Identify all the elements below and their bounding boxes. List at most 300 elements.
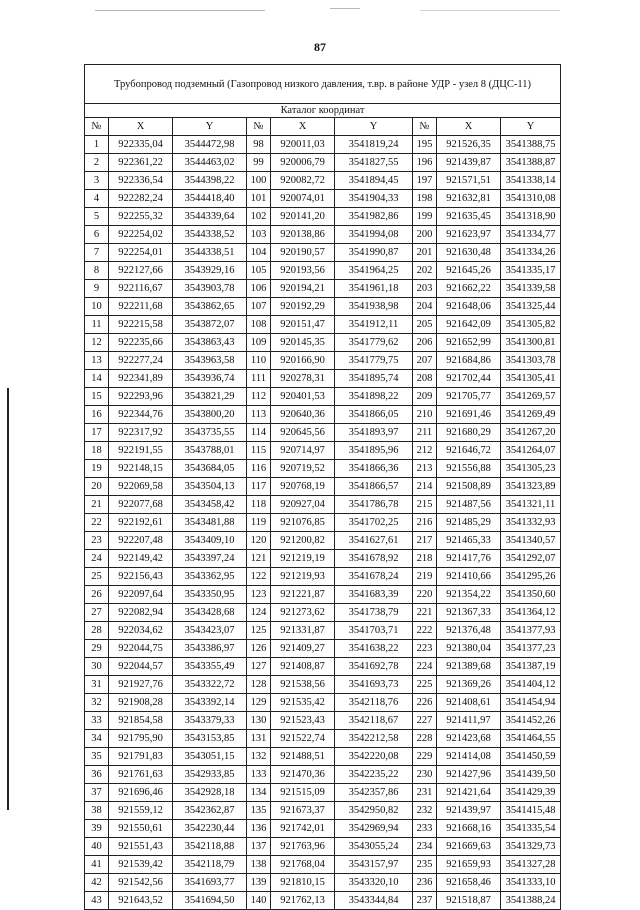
scan-artifact (95, 10, 265, 11)
y-coordinate-cell: 3541364,12 (501, 604, 561, 622)
y-coordinate-cell: 3541338,14 (501, 172, 561, 190)
y-coordinate-cell: 3541329,73 (501, 838, 561, 856)
point-number-cell: 34 (85, 730, 109, 748)
point-number-cell: 24 (85, 550, 109, 568)
y-coordinate-cell: 3541388,24 (501, 892, 561, 910)
point-number-cell: 128 (247, 676, 271, 694)
header-cell: X (109, 118, 173, 136)
y-coordinate-cell: 3543903,78 (173, 280, 247, 298)
y-coordinate-cell: 3541350,60 (501, 586, 561, 604)
y-coordinate-cell: 3541335,17 (501, 262, 561, 280)
point-number-cell: 25 (85, 568, 109, 586)
point-number-cell: 202 (413, 262, 437, 280)
y-coordinate-cell: 3542230,44 (173, 820, 247, 838)
x-coordinate-cell: 920640,36 (271, 406, 335, 424)
point-number-cell: 108 (247, 316, 271, 334)
x-coordinate-cell: 921556,88 (437, 460, 501, 478)
point-number-cell: 22 (85, 514, 109, 532)
table-row (85, 676, 561, 694)
y-coordinate-cell: 3543355,49 (173, 658, 247, 676)
point-number-cell: 124 (247, 604, 271, 622)
y-coordinate-cell: 3543322,72 (173, 676, 247, 694)
point-number-cell: 136 (247, 820, 271, 838)
y-coordinate-cell: 3543379,33 (173, 712, 247, 730)
x-coordinate-cell: 922149,42 (109, 550, 173, 568)
y-coordinate-cell: 3541779,62 (335, 334, 413, 352)
point-number-cell: 101 (247, 190, 271, 208)
x-coordinate-cell: 921523,43 (271, 712, 335, 730)
point-number-cell: 216 (413, 514, 437, 532)
margin-rule (7, 388, 9, 810)
y-coordinate-cell: 3543821,29 (173, 388, 247, 406)
x-coordinate-cell: 922255,32 (109, 208, 173, 226)
point-number-cell: 20 (85, 478, 109, 496)
y-coordinate-cell: 3541866,57 (335, 478, 413, 496)
point-number-cell: 203 (413, 280, 437, 298)
table-row (85, 370, 561, 388)
y-coordinate-cell: 3541332,93 (501, 514, 561, 532)
y-coordinate-cell: 3541388,75 (501, 136, 561, 154)
x-coordinate-cell: 920192,29 (271, 298, 335, 316)
y-coordinate-cell: 3541269,49 (501, 406, 561, 424)
point-number-cell: 39 (85, 820, 109, 838)
point-number-cell: 120 (247, 532, 271, 550)
x-coordinate-cell: 921652,99 (437, 334, 501, 352)
table-row (85, 820, 561, 838)
x-coordinate-cell: 921427,96 (437, 766, 501, 784)
x-coordinate-cell: 921684,86 (437, 352, 501, 370)
point-number-cell: 197 (413, 172, 437, 190)
point-number-cell: 134 (247, 784, 271, 802)
y-coordinate-cell: 3541334,77 (501, 226, 561, 244)
point-number-cell: 237 (413, 892, 437, 910)
x-coordinate-cell: 920151,47 (271, 316, 335, 334)
table-row (85, 748, 561, 766)
x-coordinate-cell: 921417,76 (437, 550, 501, 568)
x-coordinate-cell: 920138,86 (271, 226, 335, 244)
y-coordinate-cell: 3541703,71 (335, 622, 413, 640)
page-number: 87 (314, 40, 326, 54)
y-coordinate-cell: 3541678,92 (335, 550, 413, 568)
x-coordinate-cell: 922341,89 (109, 370, 173, 388)
x-coordinate-cell: 922277,24 (109, 352, 173, 370)
y-coordinate-cell: 3543051,15 (173, 748, 247, 766)
point-number-cell: 219 (413, 568, 437, 586)
table-row (85, 442, 561, 460)
x-coordinate-cell: 921414,08 (437, 748, 501, 766)
x-coordinate-cell: 920278,31 (271, 370, 335, 388)
table-caption: Каталог координат (85, 104, 561, 118)
y-coordinate-cell: 3544398,22 (173, 172, 247, 190)
y-coordinate-cell: 3541305,23 (501, 460, 561, 478)
x-coordinate-cell: 922148,15 (109, 460, 173, 478)
table-row (85, 460, 561, 478)
y-coordinate-cell: 3541295,26 (501, 568, 561, 586)
y-coordinate-cell: 3541388,87 (501, 154, 561, 172)
y-coordinate-cell: 3543872,07 (173, 316, 247, 334)
x-coordinate-cell: 921659,93 (437, 856, 501, 874)
y-coordinate-cell: 3543397,24 (173, 550, 247, 568)
point-number-cell: 15 (85, 388, 109, 406)
point-number-cell: 109 (247, 334, 271, 352)
table-row (85, 496, 561, 514)
table-row (85, 532, 561, 550)
point-number-cell: 129 (247, 694, 271, 712)
x-coordinate-cell: 921768,04 (271, 856, 335, 874)
y-coordinate-cell: 3541450,59 (501, 748, 561, 766)
point-number-cell: 116 (247, 460, 271, 478)
y-coordinate-cell: 3541964,25 (335, 262, 413, 280)
point-number-cell: 222 (413, 622, 437, 640)
x-coordinate-cell: 921200,82 (271, 532, 335, 550)
point-number-cell: 227 (413, 712, 437, 730)
x-coordinate-cell: 921927,76 (109, 676, 173, 694)
y-coordinate-cell: 3543423,07 (173, 622, 247, 640)
y-coordinate-cell: 3541267,20 (501, 424, 561, 442)
point-number-cell: 106 (247, 280, 271, 298)
y-coordinate-cell: 3542118,88 (173, 838, 247, 856)
x-coordinate-cell: 921646,72 (437, 442, 501, 460)
x-coordinate-cell: 921518,87 (437, 892, 501, 910)
x-coordinate-cell: 921408,87 (271, 658, 335, 676)
x-coordinate-cell: 921810,15 (271, 874, 335, 892)
y-coordinate-cell: 3542362,87 (173, 802, 247, 820)
table-row (85, 334, 561, 352)
x-coordinate-cell: 922344,76 (109, 406, 173, 424)
x-coordinate-cell: 921908,28 (109, 694, 173, 712)
point-number-cell: 21 (85, 496, 109, 514)
point-number-cell: 31 (85, 676, 109, 694)
y-coordinate-cell: 3541893,97 (335, 424, 413, 442)
point-number-cell: 217 (413, 532, 437, 550)
table-row (85, 478, 561, 496)
table-row (85, 874, 561, 892)
table-row (85, 352, 561, 370)
y-coordinate-cell: 3541702,25 (335, 514, 413, 532)
x-coordinate-cell: 921408,61 (437, 694, 501, 712)
x-coordinate-cell: 920719,52 (271, 460, 335, 478)
y-coordinate-cell: 3541693,77 (173, 874, 247, 892)
y-coordinate-cell: 3543157,97 (335, 856, 413, 874)
x-coordinate-cell: 922335,04 (109, 136, 173, 154)
point-number-cell: 107 (247, 298, 271, 316)
table-row (85, 424, 561, 442)
point-number-cell: 214 (413, 478, 437, 496)
point-number-cell: 37 (85, 784, 109, 802)
x-coordinate-cell: 922282,24 (109, 190, 173, 208)
x-coordinate-cell: 922336,54 (109, 172, 173, 190)
x-coordinate-cell: 922361,22 (109, 154, 173, 172)
x-coordinate-cell: 921643,52 (109, 892, 173, 910)
y-coordinate-cell: 3542235,22 (335, 766, 413, 784)
x-coordinate-cell: 921680,29 (437, 424, 501, 442)
y-coordinate-cell: 3541912,11 (335, 316, 413, 334)
y-coordinate-cell: 3541895,96 (335, 442, 413, 460)
point-number-cell: 221 (413, 604, 437, 622)
point-number-cell: 1 (85, 136, 109, 154)
point-number-cell: 32 (85, 694, 109, 712)
header-cell: X (437, 118, 501, 136)
y-coordinate-cell: 3541464,55 (501, 730, 561, 748)
point-number-cell: 100 (247, 172, 271, 190)
x-coordinate-cell: 921702,44 (437, 370, 501, 388)
x-coordinate-cell: 921623,97 (437, 226, 501, 244)
y-coordinate-cell: 3541898,22 (335, 388, 413, 406)
x-coordinate-cell: 920401,53 (271, 388, 335, 406)
point-number-cell: 218 (413, 550, 437, 568)
y-coordinate-cell: 3544418,40 (173, 190, 247, 208)
y-coordinate-cell: 3543344,84 (335, 892, 413, 910)
point-number-cell: 206 (413, 334, 437, 352)
point-number-cell: 103 (247, 226, 271, 244)
y-coordinate-cell: 3541866,36 (335, 460, 413, 478)
coordinate-catalog-table (84, 64, 561, 910)
x-coordinate-cell: 920193,56 (271, 262, 335, 280)
y-coordinate-cell: 3543409,10 (173, 532, 247, 550)
x-coordinate-cell: 921662,22 (437, 280, 501, 298)
point-number-cell: 229 (413, 748, 437, 766)
table-row (85, 136, 561, 154)
table-row (85, 226, 561, 244)
y-coordinate-cell: 3543458,42 (173, 496, 247, 514)
point-number-cell: 99 (247, 154, 271, 172)
y-coordinate-cell: 3541323,89 (501, 478, 561, 496)
x-coordinate-cell: 921522,74 (271, 730, 335, 748)
point-number-cell: 213 (413, 460, 437, 478)
point-number-cell: 223 (413, 640, 437, 658)
point-number-cell: 42 (85, 874, 109, 892)
x-coordinate-cell: 920927,04 (271, 496, 335, 514)
x-coordinate-cell: 921508,89 (437, 478, 501, 496)
table-row (85, 622, 561, 640)
point-number-cell: 123 (247, 586, 271, 604)
x-coordinate-cell: 922034,62 (109, 622, 173, 640)
x-coordinate-cell: 920145,35 (271, 334, 335, 352)
y-coordinate-cell: 3541982,86 (335, 208, 413, 226)
header-cell: Y (501, 118, 561, 136)
x-coordinate-cell: 921632,81 (437, 190, 501, 208)
x-coordinate-cell: 921485,29 (437, 514, 501, 532)
point-number-cell: 201 (413, 244, 437, 262)
x-coordinate-cell: 920006,79 (271, 154, 335, 172)
x-coordinate-cell: 921376,48 (437, 622, 501, 640)
y-coordinate-cell: 3542118,76 (335, 694, 413, 712)
point-number-cell: 195 (413, 136, 437, 154)
point-number-cell: 18 (85, 442, 109, 460)
table-row (85, 730, 561, 748)
y-coordinate-cell: 3541303,78 (501, 352, 561, 370)
y-coordinate-cell: 3541452,26 (501, 712, 561, 730)
x-coordinate-cell: 921389,68 (437, 658, 501, 676)
y-coordinate-cell: 3543350,95 (173, 586, 247, 604)
y-coordinate-cell: 3541678,24 (335, 568, 413, 586)
point-number-cell: 226 (413, 694, 437, 712)
point-number-cell: 234 (413, 838, 437, 856)
y-coordinate-cell: 3543504,13 (173, 478, 247, 496)
x-coordinate-cell: 922293,96 (109, 388, 173, 406)
x-coordinate-cell: 921354,22 (437, 586, 501, 604)
y-coordinate-cell: 3541310,08 (501, 190, 561, 208)
y-coordinate-cell: 3544472,98 (173, 136, 247, 154)
y-coordinate-cell: 3543055,24 (335, 838, 413, 856)
x-coordinate-cell: 921648,06 (437, 298, 501, 316)
table-row (85, 586, 561, 604)
point-number-cell: 7 (85, 244, 109, 262)
x-coordinate-cell: 921331,87 (271, 622, 335, 640)
x-coordinate-cell: 921795,90 (109, 730, 173, 748)
y-coordinate-cell: 3543153,85 (173, 730, 247, 748)
point-number-cell: 36 (85, 766, 109, 784)
y-coordinate-cell: 3541269,57 (501, 388, 561, 406)
x-coordinate-cell: 921439,87 (437, 154, 501, 172)
x-coordinate-cell: 921526,35 (437, 136, 501, 154)
point-number-cell: 5 (85, 208, 109, 226)
table-row (85, 856, 561, 874)
point-number-cell: 33 (85, 712, 109, 730)
table-row (85, 298, 561, 316)
x-coordinate-cell: 922192,61 (109, 514, 173, 532)
x-coordinate-cell: 921542,56 (109, 874, 173, 892)
header-cell: № (85, 118, 109, 136)
x-coordinate-cell: 921465,33 (437, 532, 501, 550)
y-coordinate-cell: 3541300,81 (501, 334, 561, 352)
point-number-cell: 132 (247, 748, 271, 766)
point-number-cell: 29 (85, 640, 109, 658)
x-coordinate-cell: 920166,90 (271, 352, 335, 370)
x-coordinate-cell: 922097,64 (109, 586, 173, 604)
x-coordinate-cell: 921550,61 (109, 820, 173, 838)
point-number-cell: 13 (85, 352, 109, 370)
point-number-cell: 235 (413, 856, 437, 874)
x-coordinate-cell: 920645,56 (271, 424, 335, 442)
point-number-cell: 9 (85, 280, 109, 298)
x-coordinate-cell: 920190,57 (271, 244, 335, 262)
point-number-cell: 127 (247, 658, 271, 676)
point-number-cell: 212 (413, 442, 437, 460)
y-coordinate-cell: 3543929,16 (173, 262, 247, 280)
y-coordinate-cell: 3543735,55 (173, 424, 247, 442)
y-coordinate-cell: 3542212,58 (335, 730, 413, 748)
x-coordinate-cell: 922254,01 (109, 244, 173, 262)
y-coordinate-cell: 3543862,65 (173, 298, 247, 316)
point-number-cell: 115 (247, 442, 271, 460)
point-number-cell: 122 (247, 568, 271, 586)
y-coordinate-cell: 3541786,78 (335, 496, 413, 514)
x-coordinate-cell: 921668,16 (437, 820, 501, 838)
point-number-cell: 125 (247, 622, 271, 640)
table-row (85, 262, 561, 280)
table-row (85, 604, 561, 622)
y-coordinate-cell: 3542118,79 (173, 856, 247, 874)
point-number-cell: 231 (413, 784, 437, 802)
y-coordinate-cell: 3543936,74 (173, 370, 247, 388)
y-coordinate-cell: 3541415,48 (501, 802, 561, 820)
y-coordinate-cell: 3541333,10 (501, 874, 561, 892)
point-number-cell: 210 (413, 406, 437, 424)
x-coordinate-cell: 921410,66 (437, 568, 501, 586)
y-coordinate-cell: 3541305,82 (501, 316, 561, 334)
y-coordinate-cell: 3542933,85 (173, 766, 247, 784)
scan-artifact (330, 8, 360, 9)
point-number-cell: 10 (85, 298, 109, 316)
x-coordinate-cell: 921409,27 (271, 640, 335, 658)
y-coordinate-cell: 3543863,43 (173, 334, 247, 352)
point-number-cell: 14 (85, 370, 109, 388)
x-coordinate-cell: 921696,46 (109, 784, 173, 802)
x-coordinate-cell: 920074,01 (271, 190, 335, 208)
point-number-cell: 228 (413, 730, 437, 748)
x-coordinate-cell: 920141,20 (271, 208, 335, 226)
point-number-cell: 119 (247, 514, 271, 532)
x-coordinate-cell: 922254,02 (109, 226, 173, 244)
y-coordinate-cell: 3541866,05 (335, 406, 413, 424)
x-coordinate-cell: 921221,87 (271, 586, 335, 604)
x-coordinate-cell: 921705,77 (437, 388, 501, 406)
x-coordinate-cell: 921515,09 (271, 784, 335, 802)
point-number-cell: 133 (247, 766, 271, 784)
x-coordinate-cell: 921761,63 (109, 766, 173, 784)
y-coordinate-cell: 3541638,22 (335, 640, 413, 658)
x-coordinate-cell: 921791,83 (109, 748, 173, 766)
point-number-cell: 16 (85, 406, 109, 424)
x-coordinate-cell: 922317,92 (109, 424, 173, 442)
y-coordinate-cell: 3544339,64 (173, 208, 247, 226)
x-coordinate-cell: 921691,46 (437, 406, 501, 424)
point-number-cell: 204 (413, 298, 437, 316)
x-coordinate-cell: 922207,48 (109, 532, 173, 550)
x-coordinate-cell: 921673,37 (271, 802, 335, 820)
point-number-cell: 30 (85, 658, 109, 676)
point-number-cell: 118 (247, 496, 271, 514)
x-coordinate-cell: 921642,09 (437, 316, 501, 334)
x-coordinate-cell: 921219,93 (271, 568, 335, 586)
y-coordinate-cell: 3541334,26 (501, 244, 561, 262)
y-coordinate-cell: 3541454,94 (501, 694, 561, 712)
point-number-cell: 105 (247, 262, 271, 280)
y-coordinate-cell: 3542950,82 (335, 802, 413, 820)
point-number-cell: 8 (85, 262, 109, 280)
point-number-cell: 2 (85, 154, 109, 172)
y-coordinate-cell: 3543320,10 (335, 874, 413, 892)
y-coordinate-cell: 3541779,75 (335, 352, 413, 370)
point-number-cell: 117 (247, 478, 271, 496)
x-coordinate-cell: 921762,13 (271, 892, 335, 910)
x-coordinate-cell: 922211,68 (109, 298, 173, 316)
y-coordinate-cell: 3541694,50 (173, 892, 247, 910)
x-coordinate-cell: 921367,33 (437, 604, 501, 622)
x-coordinate-cell: 921538,56 (271, 676, 335, 694)
y-coordinate-cell: 3542357,86 (335, 784, 413, 802)
point-number-cell: 198 (413, 190, 437, 208)
point-number-cell: 230 (413, 766, 437, 784)
point-number-cell: 102 (247, 208, 271, 226)
point-number-cell: 12 (85, 334, 109, 352)
x-coordinate-cell: 921658,46 (437, 874, 501, 892)
point-number-cell: 40 (85, 838, 109, 856)
x-coordinate-cell: 920011,03 (271, 136, 335, 154)
y-coordinate-cell: 3541692,78 (335, 658, 413, 676)
y-coordinate-cell: 3541404,12 (501, 676, 561, 694)
table-row (85, 244, 561, 262)
y-coordinate-cell: 3541961,18 (335, 280, 413, 298)
y-coordinate-cell: 3541429,39 (501, 784, 561, 802)
point-number-cell: 208 (413, 370, 437, 388)
point-number-cell: 130 (247, 712, 271, 730)
table-row (85, 208, 561, 226)
point-number-cell: 113 (247, 406, 271, 424)
y-coordinate-cell: 3541819,24 (335, 136, 413, 154)
point-number-cell: 207 (413, 352, 437, 370)
